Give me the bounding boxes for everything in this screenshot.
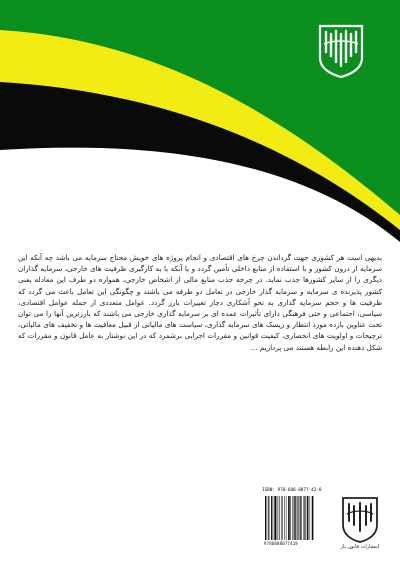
barcode-bar: [273, 496, 274, 540]
cover-description: [18, 252, 382, 353]
barcode-bar: [282, 496, 283, 540]
description-paragraph: بدیهی است هر کشوری جهت گرداندن چرخ های اقتصادی و انجام پروژه های خویش محتاج سرمایه می باشد چه آنکه این سرمایه از درون کشور و با استفاده از منابع داخلی تأمین گردد و یا آنکه با به کارگیری ظرفیت های خارجی، سرمایه گذاران دیگری را از سایر کشورها جذب نماید. در چرخه جذب منابع مالی از اشخاص خارجی، همواره دو طرف این معادله یعنی کشور پذیرنده ی سرمایه و سرمایه گذار خارجی در تعامل دو طرفه می باشند و چگونگی این تعامل باعث می گردد که ظرفیت ها و حجم سرمایه گذاری به نحو آشکاری دچار تغییرات بارز گردد. عوامل متعددی از جمله عوامل اقتصادی، سیاسی، اجتماعی و حتی فرهنگی دارای تأثیرات عمده ای بر سرمایه گذاری خارجی می باشند که بارزترین آنها را می توان تحت عناوین بازده مورد انتظار و ریسک های سرمایه گذاری، سیاست های مالیاتی از قبیل معافیت ها و تخفیف های مالیاتی، ترجیحات و اولویت های انحصاری، کیفیت قوانین و مقررات اجرایی برشمرد که در این نوشتار به عامل قانون و مقررات که شکل دهنده این رابطه هستند می پردازیم ...: [18, 253, 382, 352]
barcode-bar: [284, 496, 285, 540]
barcode-bar: [265, 496, 266, 540]
publisher-name: انتشارات قانون یار: [340, 544, 380, 550]
barcode-bar: [307, 496, 309, 540]
barcode-digits: 9786008077428: [264, 541, 298, 546]
barcode-bar: [294, 496, 295, 540]
barcode-bar: [279, 496, 280, 540]
barcode-bar: [292, 496, 293, 540]
barcode-bar: [277, 496, 278, 540]
isbn-label: ISBN: 978-600-8077-42-8: [262, 488, 322, 493]
barcode-bar: [281, 496, 282, 540]
barcode-bar: [290, 496, 291, 540]
barcode-bar: [271, 496, 272, 540]
barcode-bar: [310, 496, 311, 540]
barcode-bar: [301, 496, 302, 540]
barcode-bar: [286, 496, 287, 540]
publisher-emblem-icon: [340, 495, 380, 543]
barcode-bar: [288, 496, 290, 540]
barcode-bar: [304, 496, 305, 540]
barcode-bar: [312, 496, 314, 540]
barcode-bar: [300, 496, 301, 540]
publisher-logo-icon: [318, 22, 364, 78]
barcode-bar: [305, 496, 306, 540]
barcode-icon: [264, 496, 330, 540]
barcode-bar: [295, 496, 296, 540]
barcode-bar: [278, 496, 279, 540]
barcode-bar: [274, 496, 276, 540]
barcode-bar: [297, 496, 298, 540]
barcode-bar: [268, 496, 269, 540]
barcode-bar: [267, 496, 268, 540]
